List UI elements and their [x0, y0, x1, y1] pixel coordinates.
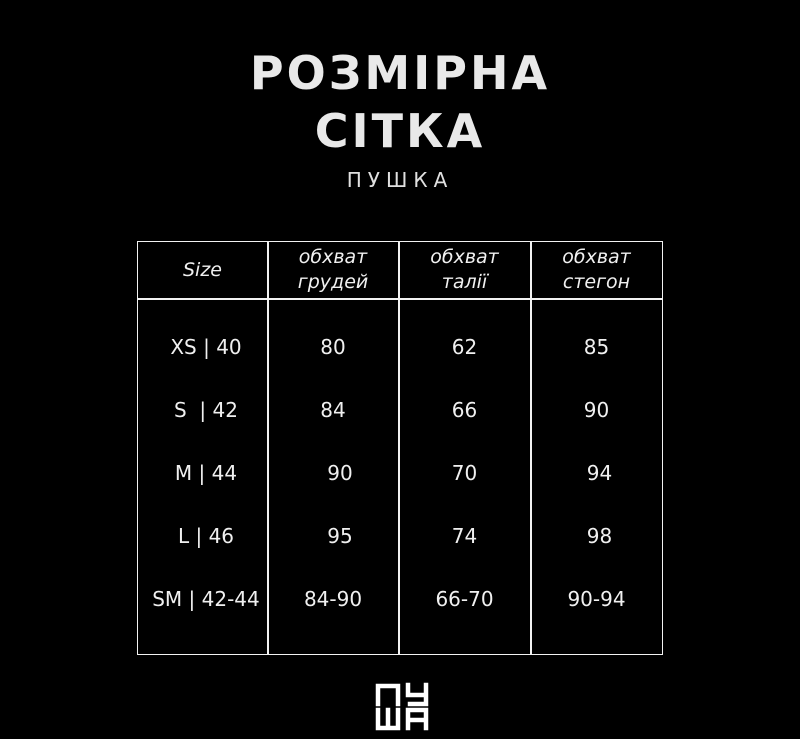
pushka-logo-icon: [375, 682, 431, 732]
header-chest: [268, 242, 398, 298]
brand-subtitle: ПУШКА: [346, 168, 454, 192]
cell-chest: 95: [327, 524, 353, 548]
cell-waist: 66-70: [435, 587, 494, 611]
cell-waist: 62: [451, 335, 478, 359]
cell-size: XS | 40: [170, 335, 242, 359]
header-chest-line1: обхват: [298, 246, 368, 268]
cell-waist: 70: [451, 461, 478, 485]
cell-waist: 66: [451, 398, 478, 422]
header-hips-line1: обхват: [562, 246, 631, 268]
cell-size: SM | 42-44: [152, 587, 260, 611]
cell-hips: 90-94: [567, 587, 626, 611]
header-waist-line1: обхват: [430, 246, 499, 268]
cell-size: S | 42: [174, 398, 238, 422]
cell-chest: 90: [327, 461, 353, 485]
cell-hips: 98: [586, 524, 613, 548]
header-hips-line2: стегон: [562, 271, 631, 293]
header-waist-line2: талії: [441, 271, 488, 293]
header-divider: [138, 298, 662, 300]
cell-chest: 84: [320, 398, 346, 422]
cell-hips: 94: [586, 461, 613, 485]
header-size-label: Size: [182, 258, 222, 281]
cell-chest: 84-90: [303, 587, 363, 611]
page-title-line1: РОЗМІРНА: [249, 46, 551, 100]
cell-chest: 80: [320, 335, 346, 359]
cell-hips: 85: [583, 335, 610, 359]
header-size: [138, 242, 267, 298]
header-waist: [399, 242, 530, 298]
cell-size: M | 44: [174, 461, 238, 485]
size-table: [137, 241, 663, 655]
header-hips: [531, 242, 662, 298]
page-title-line2: СІТКА: [314, 104, 486, 158]
cell-size: L | 46: [177, 524, 235, 548]
header-chest-line2: грудей: [297, 271, 369, 293]
cell-hips: 90: [583, 398, 610, 422]
cell-waist: 74: [451, 524, 478, 548]
